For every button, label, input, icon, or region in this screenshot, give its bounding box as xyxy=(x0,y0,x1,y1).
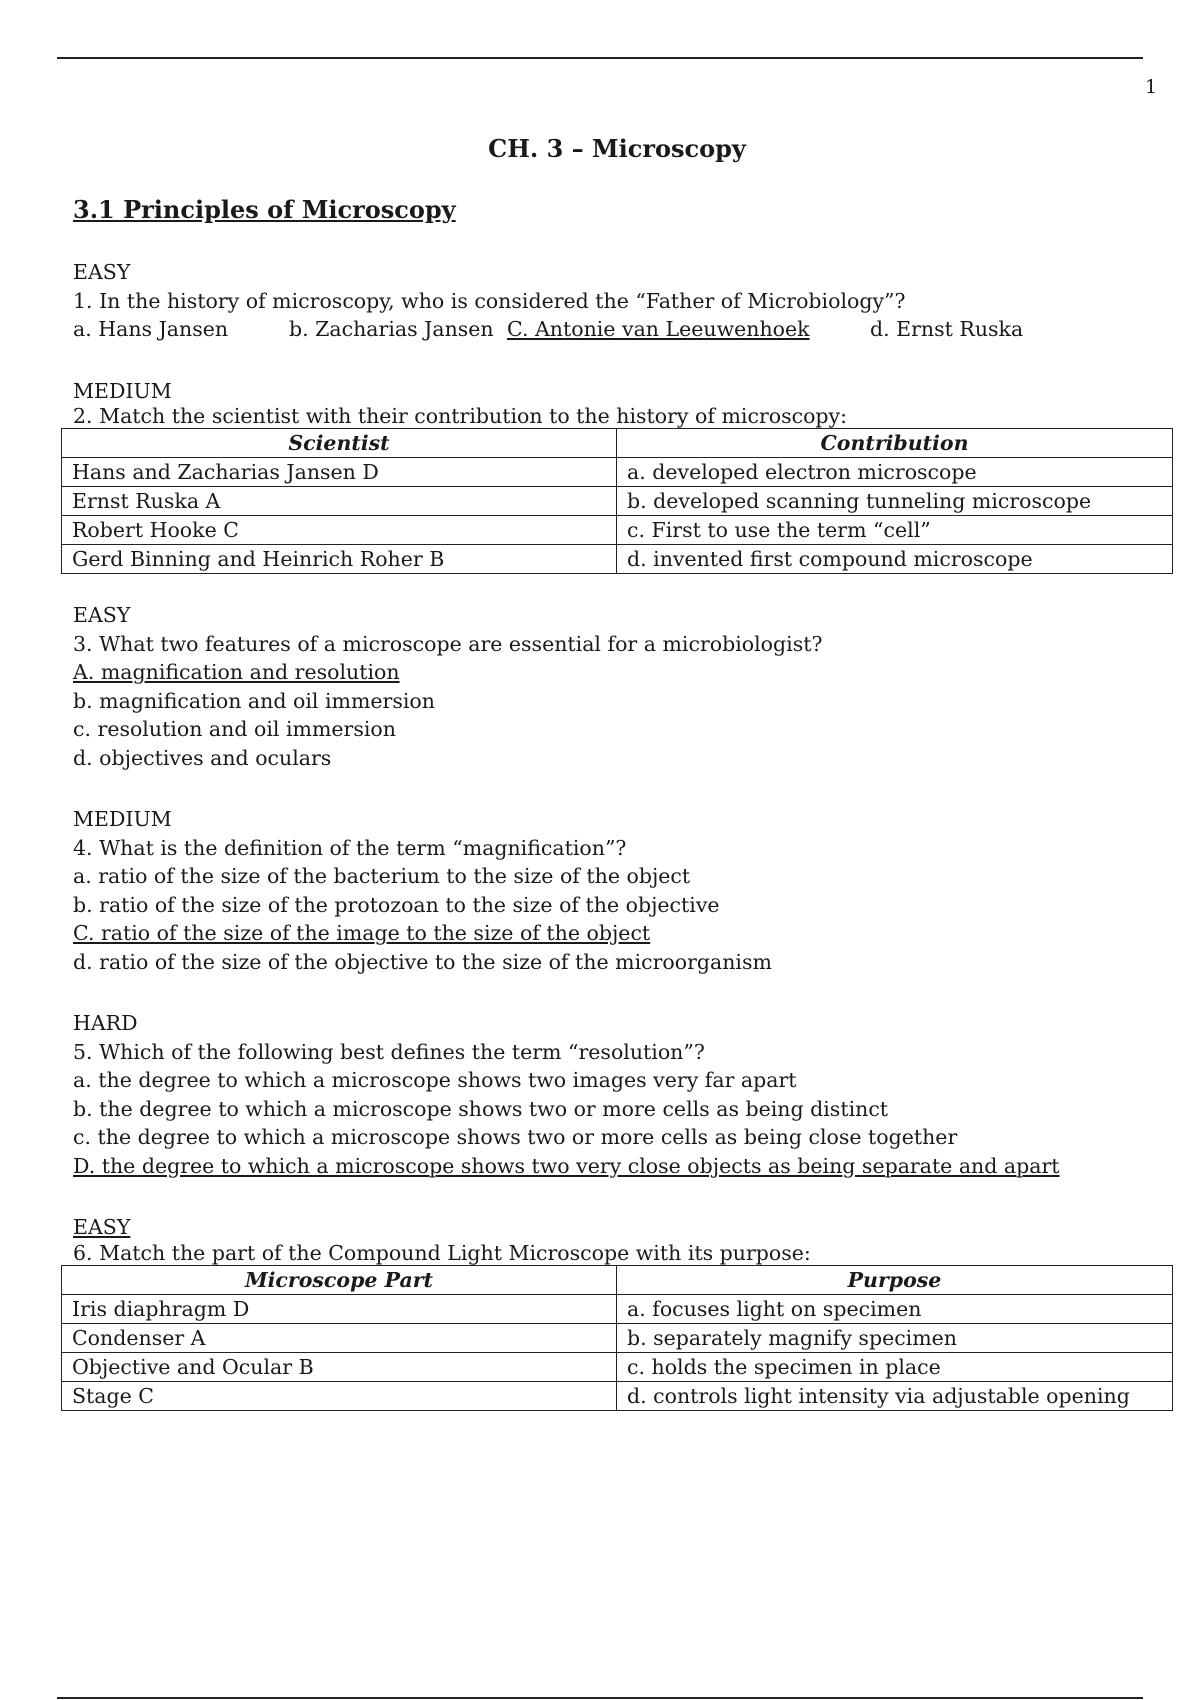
question-text: 2. Match the scientist with their contribution to the history of microscopy: xyxy=(73,404,848,428)
answer-option: d. Ernst Ruska xyxy=(870,317,1024,341)
question-text: 5. Which of the following best defines the term “resolution”? xyxy=(73,1039,705,1064)
table-cell: b. developed scanning tunneling microscope xyxy=(617,487,1173,516)
correct-answer-option: C. Antonie van Leeuwenhoek xyxy=(507,317,810,341)
table-cell: c. First to use the term “cell” xyxy=(617,516,1173,545)
matching-table xyxy=(61,428,1173,574)
correct-answer-option: A. magnification and resolution xyxy=(73,660,400,684)
table-cell: Robert Hooke C xyxy=(62,516,617,545)
table-row xyxy=(62,1294,1173,1323)
matching-table xyxy=(61,1265,1173,1411)
column-header: Purpose xyxy=(617,1265,1173,1294)
table-cell: d. invented first compound microscope xyxy=(617,545,1173,574)
answer-option: b. the degree to which a microscope shows two or more cells as being distinct xyxy=(73,1096,889,1121)
table-cell: Stage C xyxy=(62,1381,617,1410)
answer-option: c. the degree to which a microscope shows two or more cells as being close together xyxy=(73,1125,958,1149)
table-cell: a. focuses light on specimen xyxy=(617,1294,1173,1323)
table-header-row xyxy=(62,1265,1173,1294)
table-cell: Hans and Zacharias Jansen D xyxy=(62,458,617,487)
difficulty-label: EASY xyxy=(73,1215,131,1239)
question-text: 1. In the history of microscopy, who is considered the “Father of Microbiology”? xyxy=(73,288,906,313)
question-list xyxy=(73,258,1173,1411)
table-row xyxy=(62,1352,1173,1381)
table-cell: Iris diaphragm D xyxy=(62,1294,617,1323)
table-row xyxy=(62,516,1173,545)
answer-option: a. Hans Jansen xyxy=(73,317,229,341)
answer-option: d. ratio of the size of the objective to the size of the microorganism xyxy=(73,949,772,974)
difficulty-label: MEDIUM xyxy=(73,378,172,403)
question-text: 4. What is the definition of the term “magnification”? xyxy=(73,835,627,860)
table-row xyxy=(62,545,1173,574)
section-heading: 3.1 Principles of Microscopy xyxy=(73,195,456,224)
table-cell: b. separately magnify specimen xyxy=(617,1323,1173,1352)
table-cell: Ernst Ruska A xyxy=(62,487,617,516)
header-rule xyxy=(57,57,1143,59)
table-cell: a. developed electron microscope xyxy=(617,458,1173,487)
table-cell: Gerd Binning and Heinrich Roher B xyxy=(62,545,617,574)
table-header-row xyxy=(62,429,1173,458)
column-header: Microscope Part xyxy=(62,1265,617,1294)
answer-options-row xyxy=(73,315,1173,344)
answer-option: b. magnification and oil immersion xyxy=(73,688,435,713)
page-number: 1 xyxy=(1145,76,1158,98)
table-cell: c. holds the specimen in place xyxy=(617,1352,1173,1381)
chapter-title: CH. 3 – Microscopy xyxy=(488,134,746,163)
answer-option: a. the degree to which a microscope shows two images very far apart xyxy=(73,1068,797,1092)
column-header: Contribution xyxy=(617,429,1173,458)
column-header: Scientist xyxy=(62,429,617,458)
answer-option: b. ratio of the size of the protozoan to the size of the objective xyxy=(73,892,720,917)
table-cell: d. controls light intensity via adjustable opening xyxy=(617,1381,1173,1410)
table-row xyxy=(62,458,1173,487)
difficulty-label: MEDIUM xyxy=(73,807,172,831)
question-text: 3. What two features of a microscope are essential for a microbiologist? xyxy=(73,631,823,656)
table-cell: Objective and Ocular B xyxy=(62,1352,617,1381)
answer-option: b. Zacharias Jansen xyxy=(289,317,494,341)
difficulty-label: HARD xyxy=(73,1011,138,1035)
correct-answer-option: D. the degree to which a microscope shows two very close objects as being separate and apart xyxy=(73,1153,1060,1178)
footer-rule xyxy=(57,1697,1143,1699)
table-row xyxy=(62,487,1173,516)
question-text: 6. Match the part of the Compound Light Microscope with its purpose: xyxy=(73,1240,811,1265)
answer-option: a. ratio of the size of the bacterium to the size of the object xyxy=(73,864,691,888)
table-row xyxy=(62,1381,1173,1410)
answer-option: d. objectives and oculars xyxy=(73,745,332,770)
table-row xyxy=(62,1323,1173,1352)
difficulty-label: EASY xyxy=(73,603,131,627)
table-cell: Condenser A xyxy=(62,1323,617,1352)
difficulty-label: EASY xyxy=(73,260,131,284)
answer-option: c. resolution and oil immersion xyxy=(73,717,396,741)
correct-answer-option: C. ratio of the size of the image to the size of the object xyxy=(73,921,651,945)
